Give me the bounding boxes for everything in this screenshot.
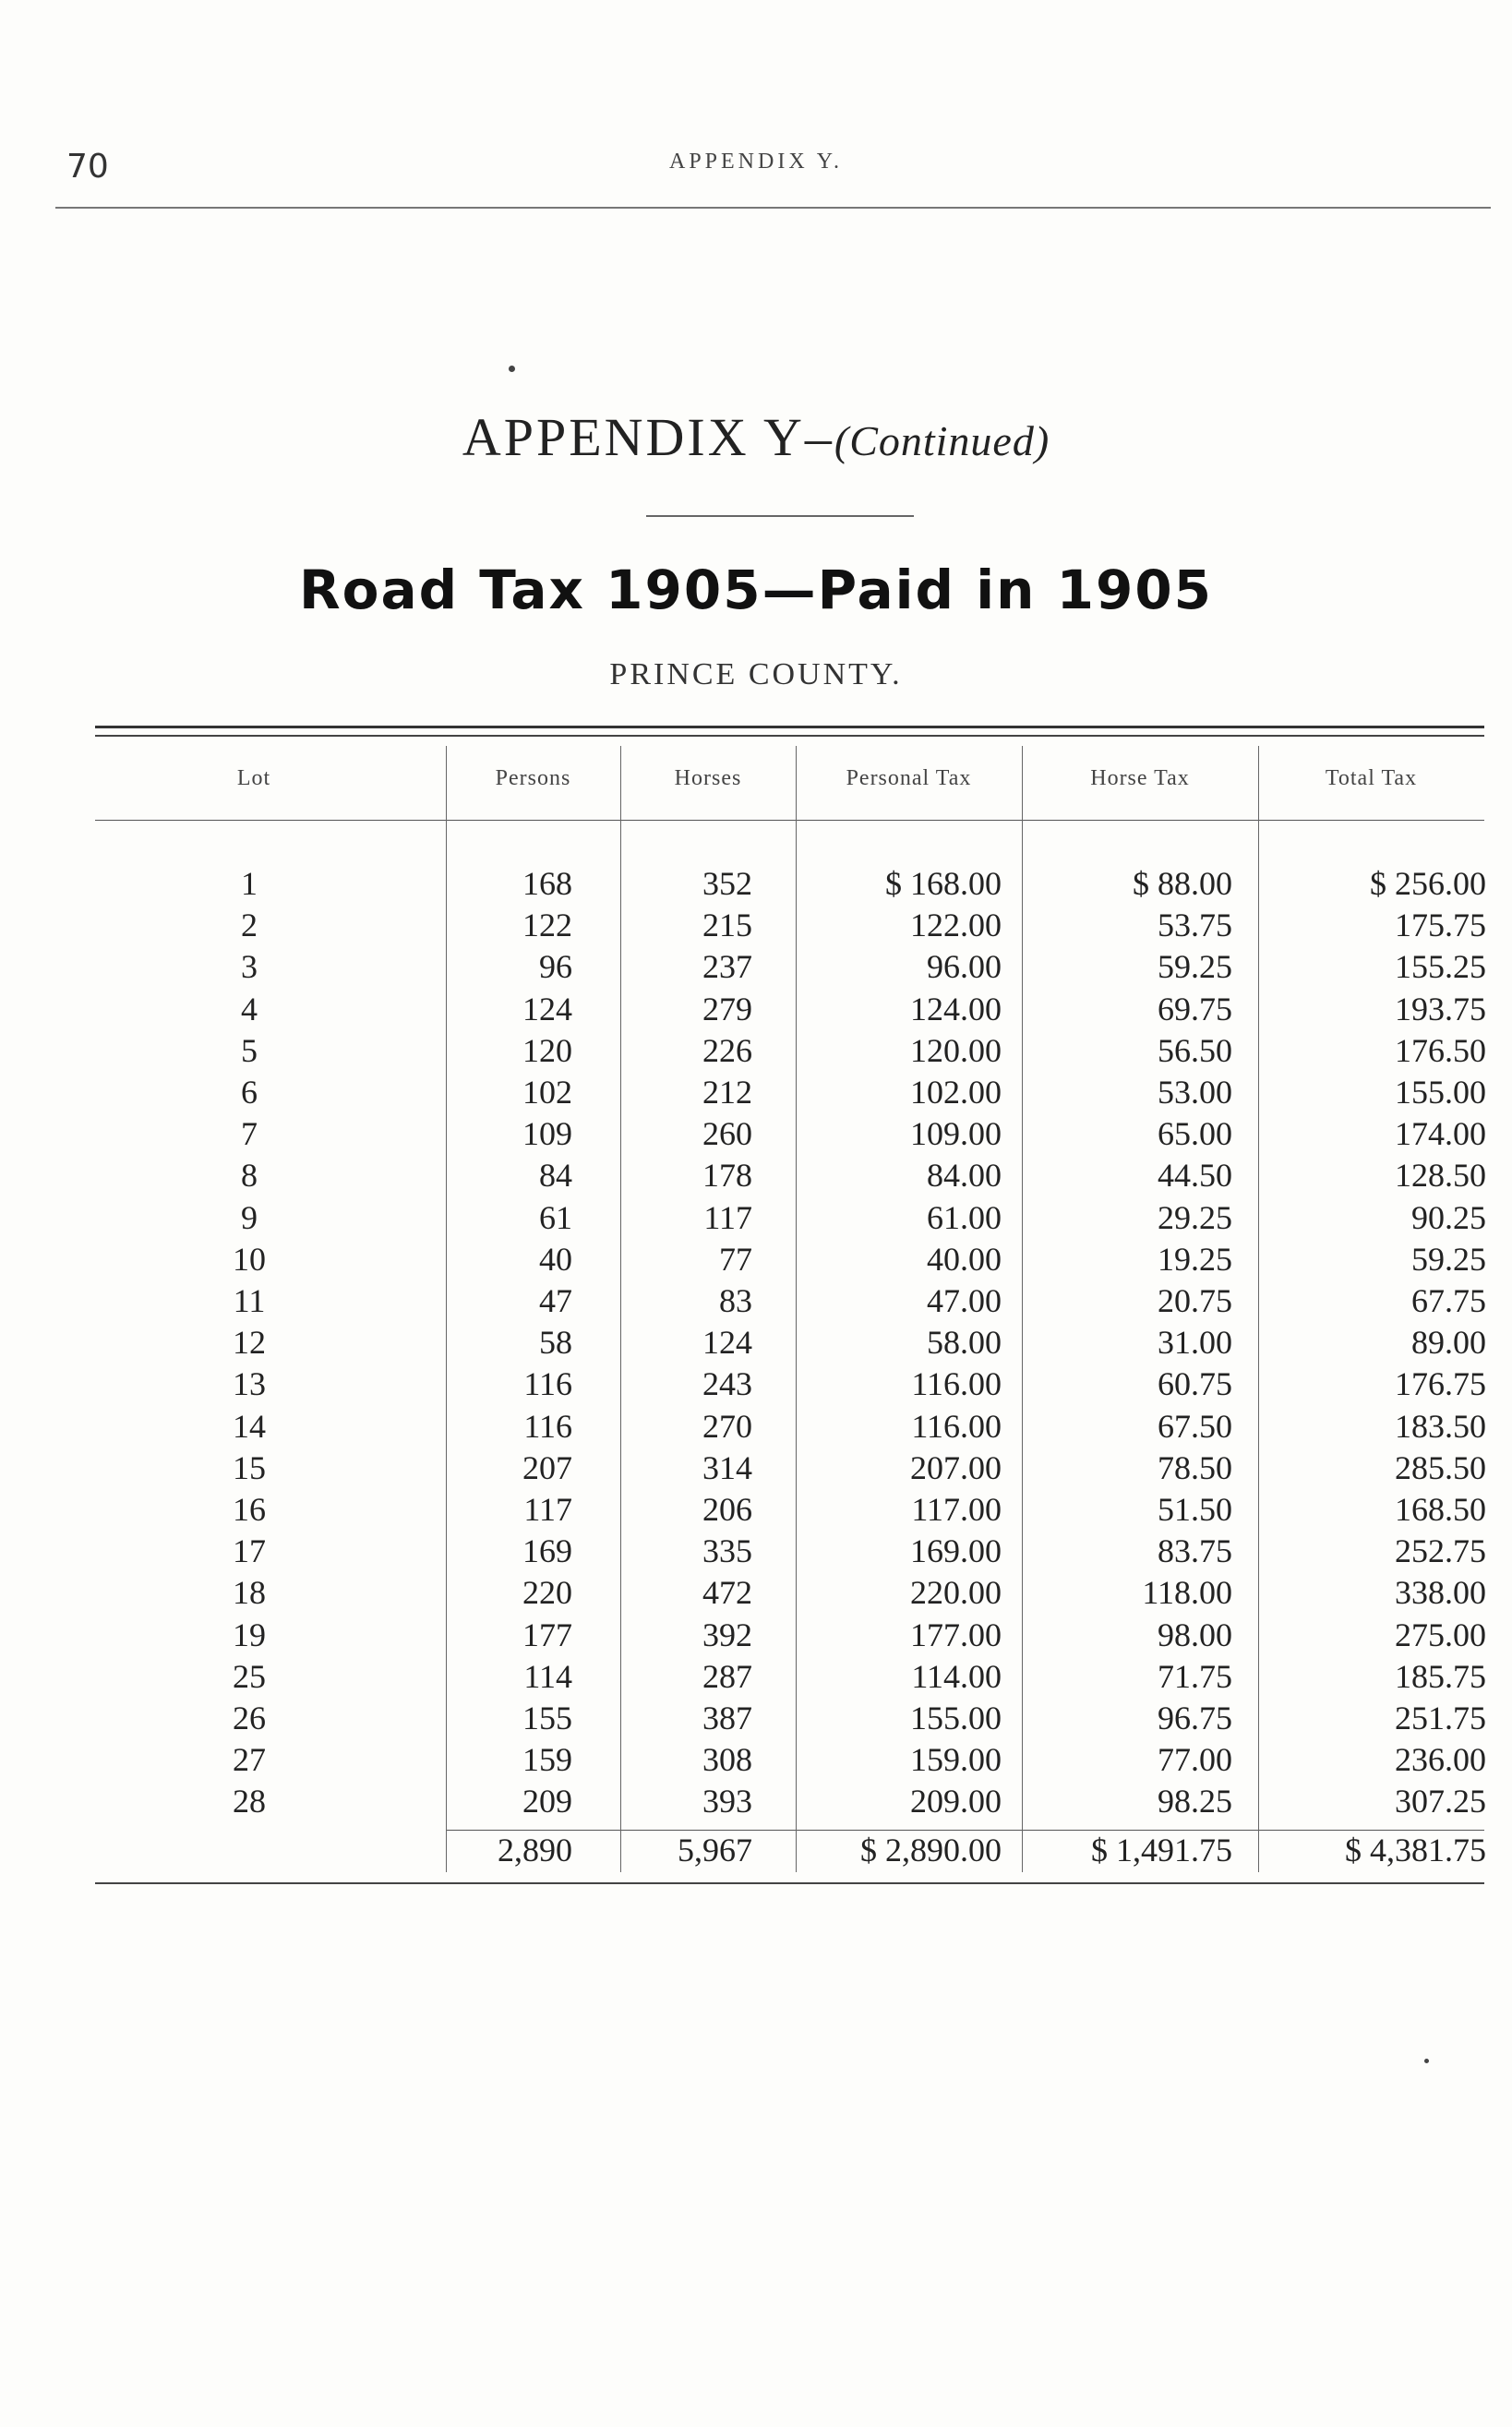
table-cell-persons: 109 — [522, 1115, 572, 1153]
table-cell-personal-tax: 220.00 — [910, 1574, 1002, 1612]
table-cell-personal-tax: 102.00 — [910, 1074, 1002, 1111]
table-cell-personal-tax: 207.00 — [910, 1448, 1002, 1486]
appendix-title-dash: – — [804, 407, 834, 467]
table-cell-lot: 2 — [241, 907, 258, 944]
table-cell-persons: 168 — [522, 865, 572, 902]
table-cell-horses: 314 — [702, 1448, 752, 1486]
table-cell-horse-tax: 20.75 — [1158, 1282, 1232, 1319]
table-cell-persons: 116 — [523, 1407, 572, 1445]
table-cell-lot: 10 — [233, 1240, 266, 1278]
table-cell-persons: 58 — [539, 1324, 572, 1362]
table-cell-horses: 387 — [702, 1700, 752, 1736]
table-cell-total-tax: 155.00 — [1395, 1074, 1486, 1111]
table-cell-horses: 270 — [702, 1407, 752, 1445]
table-cell-horses: 352 — [702, 865, 752, 902]
header-rule — [55, 207, 1491, 209]
column-header-horse-tax: Horse Tax — [1090, 766, 1190, 790]
page-title: Road Tax 1905—Paid in 1905 — [298, 559, 1214, 621]
table-cell-horse-tax: 67.50 — [1158, 1407, 1232, 1445]
table-cell-lot: 25 — [233, 1657, 266, 1695]
table-cell-personal-tax: 114.00 — [911, 1657, 1002, 1695]
table-cell-total-tax: 90.25 — [1411, 1198, 1486, 1236]
print-speck — [509, 366, 515, 372]
table-cell-personal-tax: 47.00 — [927, 1282, 1002, 1319]
table-cell-horse-tax: 53.75 — [1158, 907, 1232, 944]
table-cell-total-tax: 67.75 — [1411, 1282, 1486, 1319]
table-cell-personal-tax: $ 168.00 — [885, 865, 1002, 902]
table-cell-horse-tax: 59.25 — [1158, 948, 1232, 986]
table-cell-personal-tax: 116.00 — [911, 1365, 1002, 1403]
table-cell-horse-tax: $ 88.00 — [1133, 865, 1232, 902]
table-cell-total-tax: 275.00 — [1395, 1616, 1486, 1653]
table-cell-persons: 169 — [522, 1532, 572, 1570]
table-row — [0, 989, 1512, 1030]
table-cell-persons: 159 — [522, 1741, 572, 1779]
table-cell-horse-tax: 98.25 — [1158, 1783, 1232, 1820]
total-persons: 2,890 — [498, 1832, 572, 1868]
table-row — [0, 946, 1512, 988]
column-header-lot: Lot — [236, 766, 271, 790]
table-row — [0, 1531, 1512, 1572]
table-cell-persons: 155 — [522, 1700, 572, 1736]
column-header-personal-tax: Personal Tax — [846, 766, 972, 790]
total-horse-tax: $ 1,491.75 — [1091, 1832, 1232, 1868]
table-cell-personal-tax: 40.00 — [927, 1240, 1002, 1278]
table-cell-persons: 116 — [523, 1365, 572, 1403]
table-cell-lot: 13 — [233, 1365, 266, 1403]
table-cell-lot: 27 — [233, 1741, 266, 1779]
totals-row — [0, 1830, 1512, 1871]
table-cell-total-tax: 193.75 — [1395, 990, 1486, 1027]
county-heading: PRINCE COUNTY. — [609, 657, 903, 691]
table-cell-total-tax: 59.25 — [1411, 1240, 1486, 1278]
table-cell-personal-tax: 96.00 — [927, 948, 1002, 986]
table-cell-persons: 40 — [539, 1240, 572, 1278]
table-row — [0, 1197, 1512, 1239]
table-cell-persons: 96 — [539, 948, 572, 986]
table-cell-lot: 5 — [241, 1031, 258, 1069]
table-row — [0, 1615, 1512, 1656]
table-cell-total-tax: 176.75 — [1395, 1365, 1486, 1403]
table-cell-personal-tax: 124.00 — [910, 990, 1002, 1027]
table-cell-lot: 3 — [241, 948, 258, 986]
table-row — [0, 1739, 1512, 1781]
table-cell-personal-tax: 122.00 — [910, 907, 1002, 944]
table-cell-persons: 47 — [539, 1282, 572, 1319]
table-cell-horse-tax: 19.25 — [1158, 1240, 1232, 1278]
table-cell-total-tax: 128.50 — [1395, 1157, 1486, 1195]
table-cell-lot: 8 — [241, 1157, 258, 1195]
total-personal-tax: $ 2,890.00 — [860, 1832, 1002, 1868]
table-cell-lot: 4 — [241, 990, 258, 1027]
table-cell-horse-tax: 83.75 — [1158, 1532, 1232, 1570]
table-row — [0, 1113, 1512, 1155]
table-cell-total-tax: 183.50 — [1395, 1407, 1486, 1445]
table-cell-total-tax: 176.50 — [1395, 1031, 1486, 1069]
table-cell-horses: 392 — [702, 1616, 752, 1653]
table-cell-personal-tax: 84.00 — [927, 1157, 1002, 1195]
table-cell-lot: 28 — [233, 1783, 266, 1820]
table-cell-horses: 77 — [719, 1240, 752, 1278]
table-cell-persons: 209 — [522, 1783, 572, 1820]
table-cell-horses: 206 — [702, 1491, 752, 1528]
table-cell-horses: 279 — [702, 990, 752, 1027]
table-cell-total-tax: 252.75 — [1395, 1532, 1486, 1570]
table-cell-lot: 16 — [233, 1491, 266, 1528]
table-top-rule — [95, 726, 1484, 728]
table-cell-horses: 308 — [702, 1741, 752, 1779]
table-top-rule-inner — [95, 735, 1484, 737]
table-cell-total-tax: 236.00 — [1395, 1741, 1486, 1779]
table-cell-lot: 11 — [233, 1282, 266, 1319]
table-cell-total-tax: $ 256.00 — [1370, 865, 1486, 902]
table-cell-personal-tax: 159.00 — [910, 1741, 1002, 1779]
total-horses: 5,967 — [678, 1832, 752, 1868]
table-cell-horses: 178 — [702, 1157, 752, 1195]
table-cell-horses: 83 — [719, 1282, 752, 1319]
table-cell-personal-tax: 120.00 — [910, 1031, 1002, 1069]
table-bottom-rule — [95, 1882, 1484, 1884]
appendix-title — [0, 406, 1512, 468]
column-header-total-tax: Total Tax — [1325, 766, 1418, 790]
table-row — [0, 1698, 1512, 1739]
table-cell-total-tax: 185.75 — [1395, 1657, 1486, 1695]
table-cell-horses: 260 — [702, 1115, 752, 1153]
table-cell-total-tax: 307.25 — [1395, 1783, 1486, 1820]
table-cell-horse-tax: 69.75 — [1158, 990, 1232, 1027]
table-row — [0, 1280, 1512, 1322]
table-cell-horse-tax: 53.00 — [1158, 1074, 1232, 1111]
table-cell-lot: 12 — [233, 1324, 266, 1362]
appendix-title-main: APPENDIX Y — [462, 407, 805, 467]
table-row — [0, 863, 1512, 905]
table-cell-horses: 335 — [702, 1532, 752, 1570]
table-cell-horses: 212 — [702, 1074, 752, 1111]
table-row — [0, 1072, 1512, 1113]
table-cell-personal-tax: 109.00 — [910, 1115, 1002, 1153]
table-cell-horse-tax: 118.00 — [1142, 1574, 1232, 1612]
table-cell-personal-tax: 177.00 — [910, 1616, 1002, 1653]
table-row — [0, 1781, 1512, 1822]
table-cell-horses: 287 — [702, 1657, 752, 1695]
table-cell-personal-tax: 209.00 — [910, 1783, 1002, 1820]
table-cell-horses: 243 — [702, 1365, 752, 1403]
table-cell-lot: 19 — [233, 1616, 266, 1653]
appendix-title-continued: (Continued) — [834, 417, 1050, 464]
table-cell-persons: 207 — [522, 1448, 572, 1486]
table-cell-personal-tax: 58.00 — [927, 1324, 1002, 1362]
table-cell-total-tax: 285.50 — [1395, 1448, 1486, 1486]
table-cell-persons: 124 — [522, 990, 572, 1027]
table-cell-personal-tax: 61.00 — [927, 1198, 1002, 1236]
title-rule — [646, 515, 914, 517]
table-row — [0, 1155, 1512, 1196]
table-cell-persons: 177 — [522, 1616, 572, 1653]
print-speck — [1424, 2059, 1429, 2063]
table-cell-horses: 472 — [702, 1574, 752, 1612]
running-head: APPENDIX Y. — [668, 150, 844, 174]
table-cell-horse-tax: 96.75 — [1158, 1700, 1232, 1736]
table-cell-total-tax: 338.00 — [1395, 1574, 1486, 1612]
table-cell-lot: 9 — [241, 1198, 258, 1236]
table-row — [0, 1364, 1512, 1405]
table-row — [0, 1489, 1512, 1531]
table-cell-horse-tax: 98.00 — [1158, 1616, 1232, 1653]
total-total-tax: $ 4,381.75 — [1345, 1832, 1486, 1868]
table-cell-horses: 393 — [702, 1783, 752, 1820]
table-cell-horses: 237 — [702, 948, 752, 986]
table-row — [0, 1030, 1512, 1072]
column-header-persons: Persons — [495, 766, 571, 790]
table-cell-lot: 18 — [233, 1574, 266, 1612]
table-cell-persons: 61 — [539, 1198, 572, 1236]
table-cell-total-tax: 89.00 — [1411, 1324, 1486, 1362]
table-cell-persons: 102 — [522, 1074, 572, 1111]
table-cell-total-tax: 175.75 — [1395, 907, 1486, 944]
table-row — [0, 1656, 1512, 1698]
table-row — [0, 905, 1512, 946]
table-row — [0, 1572, 1512, 1614]
table-cell-horse-tax: 29.25 — [1158, 1198, 1232, 1236]
table-cell-lot: 1 — [241, 865, 258, 902]
table-cell-horses: 226 — [702, 1031, 752, 1069]
table-cell-persons: 84 — [539, 1157, 572, 1195]
table-cell-horse-tax: 44.50 — [1158, 1157, 1232, 1195]
table-cell-persons: 122 — [522, 907, 572, 944]
table-cell-personal-tax: 116.00 — [911, 1407, 1002, 1445]
page-number: 70 — [66, 148, 109, 186]
table-cell-horse-tax: 65.00 — [1158, 1115, 1232, 1153]
table-cell-lot: 14 — [233, 1407, 266, 1445]
table-cell-personal-tax: 155.00 — [910, 1700, 1002, 1736]
table-cell-horse-tax: 77.00 — [1158, 1741, 1232, 1779]
table-cell-horse-tax: 60.75 — [1158, 1365, 1232, 1403]
table-cell-personal-tax: 117.00 — [911, 1491, 1002, 1528]
table-cell-persons: 120 — [522, 1031, 572, 1069]
table-cell-lot: 7 — [241, 1115, 258, 1153]
table-cell-lot: 15 — [233, 1448, 266, 1486]
column-header-horses: Horses — [674, 766, 742, 790]
table-cell-horses: 124 — [702, 1324, 752, 1362]
table-cell-personal-tax: 169.00 — [910, 1532, 1002, 1570]
table-cell-persons: 220 — [522, 1574, 572, 1612]
table-header-rule — [95, 820, 1484, 821]
table-cell-lot: 17 — [233, 1532, 266, 1570]
table-cell-horse-tax: 71.75 — [1158, 1657, 1232, 1695]
table-cell-persons: 117 — [523, 1491, 572, 1528]
table-cell-horses: 117 — [703, 1198, 752, 1236]
table-row — [0, 1448, 1512, 1489]
table-cell-horse-tax: 78.50 — [1158, 1448, 1232, 1486]
table-cell-total-tax: 174.00 — [1395, 1115, 1486, 1153]
table-row — [0, 1322, 1512, 1364]
table-cell-horses: 215 — [702, 907, 752, 944]
table-row — [0, 1406, 1512, 1448]
table-cell-total-tax: 155.25 — [1395, 948, 1486, 986]
table-cell-persons: 114 — [523, 1657, 572, 1695]
table-cell-total-tax: 168.50 — [1395, 1491, 1486, 1528]
table-cell-lot: 26 — [233, 1700, 266, 1736]
table-cell-horse-tax: 51.50 — [1158, 1491, 1232, 1528]
table-row — [0, 1239, 1512, 1280]
table-cell-total-tax: 251.75 — [1395, 1700, 1486, 1736]
table-cell-lot: 6 — [241, 1074, 258, 1111]
table-cell-horse-tax: 56.50 — [1158, 1031, 1232, 1069]
table-cell-horse-tax: 31.00 — [1158, 1324, 1232, 1362]
